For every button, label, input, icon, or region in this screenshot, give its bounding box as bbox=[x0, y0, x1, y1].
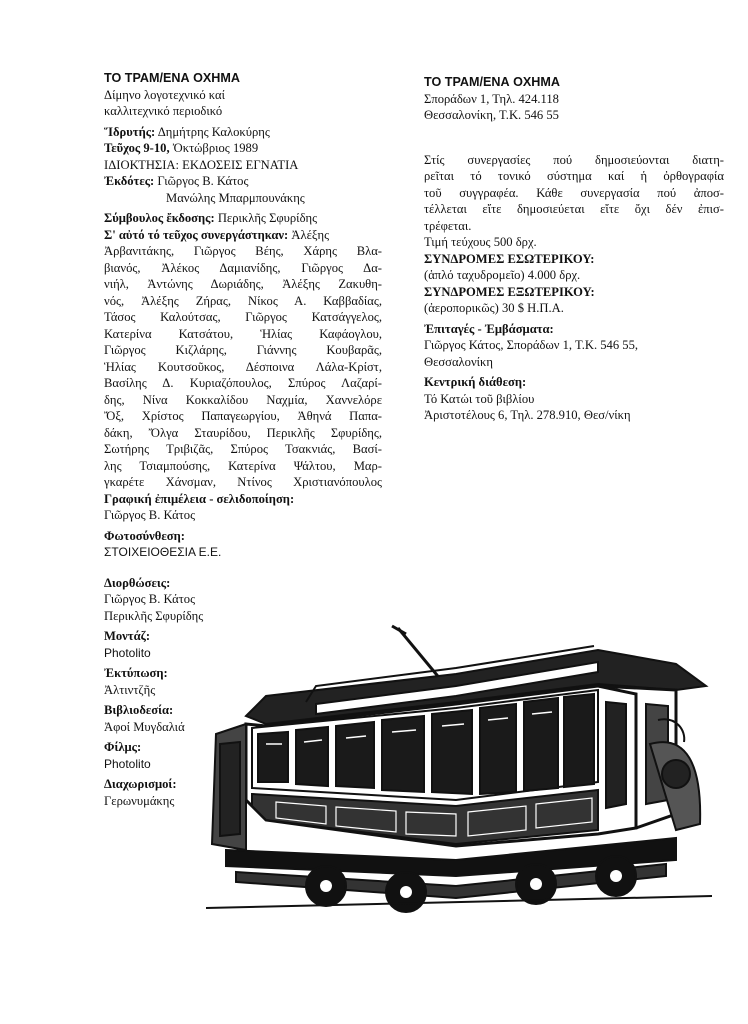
graphic-design-value: Γιῶργος Β. Κάτος bbox=[104, 508, 196, 522]
issue-line bbox=[104, 140, 382, 157]
binding-label: Βιβλιοδεσία: bbox=[104, 703, 174, 717]
contributors-line: Βασίλης Δ. Κυριαζόπουλος, Σπύρος Λαζαρί- bbox=[104, 376, 382, 390]
contributors-line: δάκη, Ὄλγα Σταυρίδου, Περικλῆς Σφυρίδης, bbox=[104, 425, 382, 440]
publishers-label: Ἐκδότες: bbox=[104, 174, 155, 188]
issue-label: Τεῦχος 9-10, bbox=[104, 141, 170, 155]
contributors-header-line bbox=[104, 227, 382, 244]
contributors-line: Ἀρβανιτάκης, Γιῶργος Βέης, Χάρης Βλα- bbox=[104, 244, 382, 258]
contributors-line: Ἡλίας Κουτσοῦκος, Δέσποινα Λάλα-Κρίστ, bbox=[104, 359, 382, 374]
proofreading-value-2: Περικλῆς Σφυρίδης bbox=[104, 608, 204, 623]
proofreading-label: Διορθώσεις: bbox=[104, 575, 171, 590]
contributors-line: γκαρέτε Χάνσμαν, Ντίνος Χριστιανόπουλος bbox=[104, 475, 382, 489]
contributors-line: Σωτήρης Τριβιζᾶς, Σπύρος Τσακνιάς, Βασί- bbox=[104, 442, 382, 456]
contact-address-1: Σποράδων 1, Τηλ. 424.118 bbox=[424, 91, 559, 106]
montage-label: Μοντάζ: bbox=[104, 629, 151, 643]
distribution-value-1: Τό Κατώι τοῦ βιβλίου bbox=[424, 391, 535, 406]
issue-value: Ὀκτώβριος 1989 bbox=[169, 141, 259, 155]
foreign-subscription-label: ΣΥΝΔΡΟΜΕΣ ΕΞΩΤΕΡΙΚΟΥ: bbox=[424, 284, 595, 299]
publisher-2: Μανώλης Μπαρμπουνάκης bbox=[166, 190, 305, 205]
masthead-right-column bbox=[424, 74, 724, 424]
contributors-line: Ὄξ, Χρίστος Παπαγεωργίου, Ἀθηνά Παπα- bbox=[104, 409, 382, 423]
advisor-line bbox=[104, 210, 382, 227]
contributors-label: Σ' αὐτό τό τεῦχος συνεργάστηκαν: bbox=[104, 227, 289, 242]
notice-line: Στίς συνεργασίες πού δημοσιεύονται διατη- bbox=[424, 152, 724, 167]
tram-illustration-icon bbox=[206, 624, 712, 914]
contributors-line: βιανός, Ἀλέκος Δαμιανίδης, Γιῶργος Δα- bbox=[104, 260, 382, 275]
typesetting-value: ΣΤΟΙΧΕΙΟΘΕΣΙΑ Ε.Ε. bbox=[104, 545, 222, 559]
magazine-subtitle-line-1: Δίμηνο λογοτεχνικό καί bbox=[104, 87, 225, 102]
separations-value: Γερωνυμάκης bbox=[104, 793, 175, 808]
distribution-label: Κεντρική διάθεση: bbox=[424, 375, 527, 389]
proofreading-value-1: Γιῶργος Β. Κάτος bbox=[104, 592, 196, 606]
founder-label: Ἵδρυτής: bbox=[104, 124, 156, 139]
advisor-value: Περικλῆς Σφυρίδης bbox=[214, 211, 318, 225]
contact-title: ΤΟ ΤΡΑΜ/ΕΝΑ ΟΧΗΜΑ bbox=[424, 75, 560, 89]
contributors-line: νός, Ἀλέξης Ζήρας, Νίκος Α. Καββαδίας, bbox=[104, 293, 382, 308]
contributors-line: Τάσος Καλούτσας, Γιῶργος Κατσάγγελος, bbox=[104, 310, 382, 324]
payments-label: Ἐπιταγές - Ἐμβάσματα: bbox=[424, 321, 554, 336]
notice-line: τοῦ συγγραφέα. Κάθε συνεργασία πού ἀποσ- bbox=[424, 185, 724, 200]
films-value: Photolito bbox=[104, 756, 151, 771]
founder-line bbox=[104, 124, 382, 141]
foreign-subscription-value: (ἀεροπορικῶς) 30 $ Η.Π.Α. bbox=[424, 301, 564, 315]
domestic-subscription-label: ΣΥΝΔΡΟΜΕΣ ΕΣΩΤΕΡΙΚΟΥ: bbox=[424, 251, 595, 266]
magazine-title: ΤΟ ΤΡΑΜ/ΕΝΑ ΟΧΗΜΑ bbox=[104, 71, 240, 85]
contributors-line: νιήλ, Ἀντώνης Δωριάδης, Ἀλέξης Ζακυθη- bbox=[104, 277, 382, 291]
magazine-subtitle-line-2: καλλιτεχνικό περιοδικό bbox=[104, 104, 223, 118]
issue-price: Τιμή τεύχους 500 δρχ. bbox=[424, 235, 537, 249]
domestic-subscription-value: (ἁπλό ταχυδρομεῖο) 4.000 δρχ. bbox=[424, 268, 581, 282]
notice-last-line: τρέφεται. bbox=[424, 218, 472, 233]
distribution-value-2: Ἀριστοτέλους 6, Τηλ. 278.910, Θεσ/νίκη bbox=[424, 408, 631, 422]
montage-value: Photolito bbox=[104, 645, 151, 660]
contributors-line: Γιῶργος Κιζλάρης, Γιάννης Κουβαρᾶς, bbox=[104, 343, 382, 357]
founder-value: Δημήτρης Καλοκύρης bbox=[155, 124, 270, 139]
contact-address-2: Θεσσαλονίκη, Τ.Κ. 546 55 bbox=[424, 108, 559, 122]
advisor-label: Σύμβουλος ἔκδοσης: bbox=[104, 211, 215, 225]
notice-line: τέλλεται εἴτε δημοσιεύεται εἴτε ὄχι δέν ἐπισ- bbox=[424, 202, 724, 216]
separations-label: Διαχωρισμοί: bbox=[104, 777, 177, 791]
contributors-line: δης, Νίνα Κοκκαλίδου Ναχμία, Χαννελόρε bbox=[104, 392, 382, 407]
ownership-line: ΙΔΙΟΚΤΗΣΙΑ: ΕΚΔΟΣΕΙΣ ΕΓΝΑΤΙΑ bbox=[104, 157, 299, 172]
publishers-line bbox=[104, 173, 382, 190]
films-label: Φίλμς: bbox=[104, 740, 142, 754]
graphic-design-label: Γραφική ἐπιμέλεια - σελιδοποίηση: bbox=[104, 491, 295, 506]
contributors-first: Ἀλέξης bbox=[288, 227, 330, 242]
printing-label: Ἐκτύπωση: bbox=[104, 666, 168, 680]
printing-value: Ἀλτιντζῆς bbox=[104, 682, 156, 697]
payments-value-2: Θεσσαλονίκη bbox=[424, 354, 493, 369]
typesetting-label: Φωτοσύνθεση: bbox=[104, 528, 185, 543]
payments-value-1: Γιῶργος Κάτος, Σποράδων 1, Τ.Κ. 546 55, bbox=[424, 338, 639, 352]
notice-line: ρεῖται τό τονικό σύστημα καί ἡ ὀρθογραφία bbox=[424, 169, 724, 183]
contributors-line: λης Τσιαμπούσης, Κατερίνα Ψάλτου, Μαρ- bbox=[104, 458, 382, 473]
publisher-1: Γιῶργος Β. Κάτος bbox=[154, 174, 249, 188]
binding-value: Ἀφοί Μυγδαλιά bbox=[104, 719, 185, 734]
contributors-line: Κατερίνα Κατσάτου, Ἡλίας Καφάογλου, bbox=[104, 326, 382, 341]
